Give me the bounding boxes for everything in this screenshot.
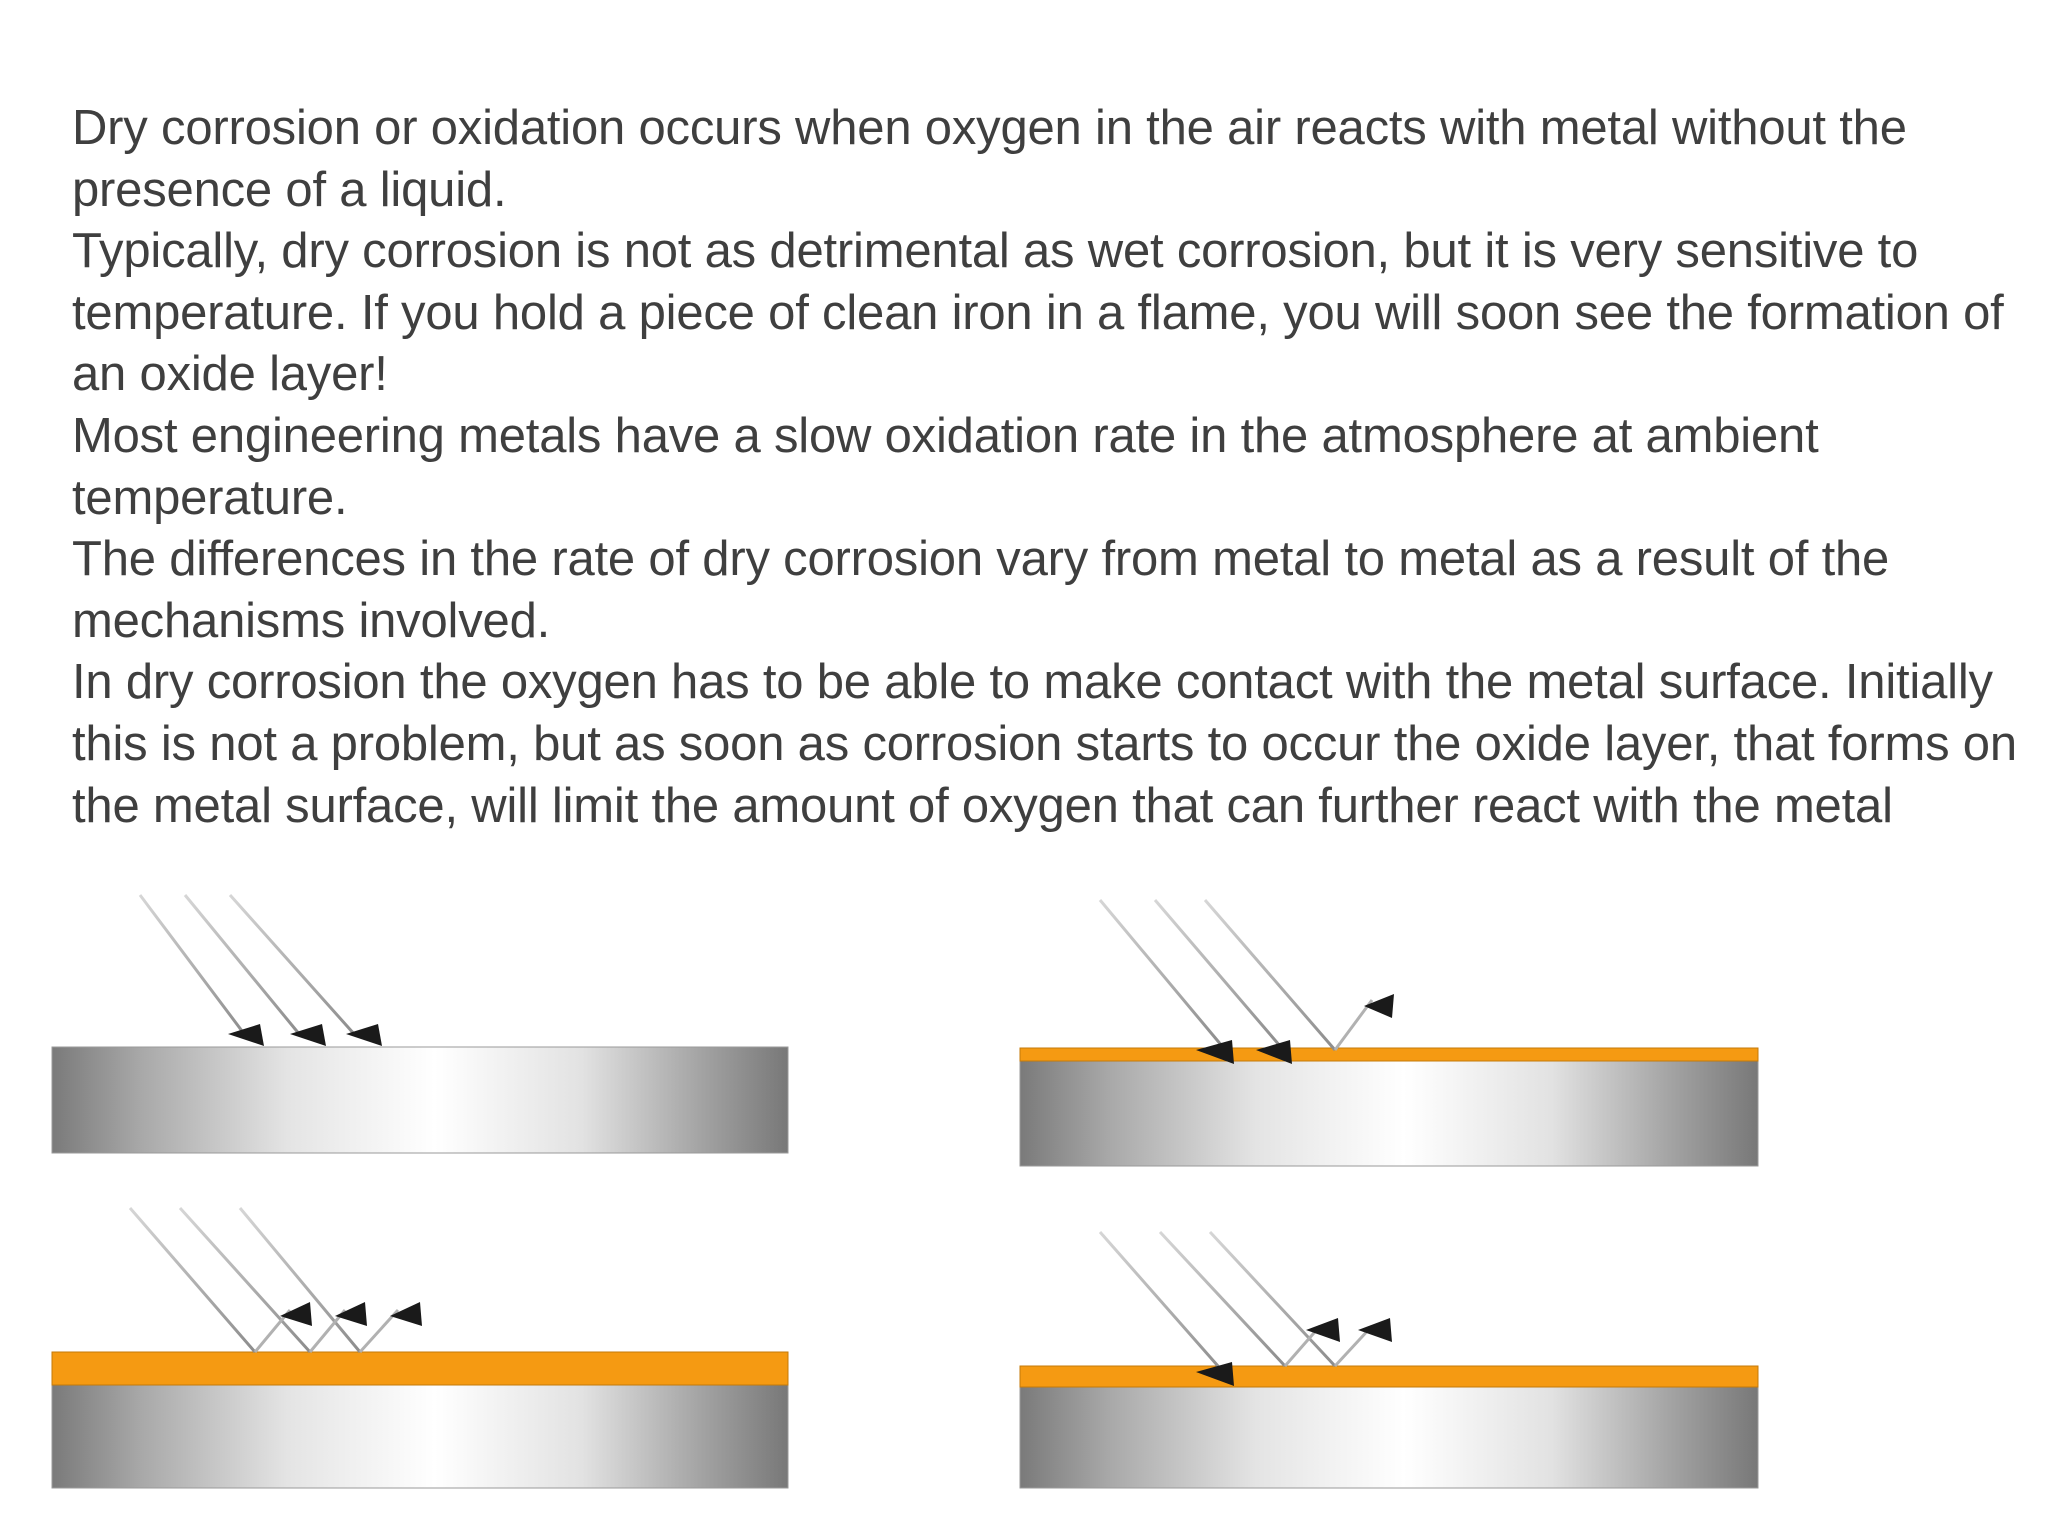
- paragraph-temperature-sensitivity: Typically, dry corrosion is not as detrimental as wet corrosion, but it is very sensitive to temperature. If you hold a piece of clean iron in a flame, you will soon see the formation of an oxide layer!: [72, 224, 2004, 402]
- arrowheads: [228, 1024, 382, 1046]
- oxygen-rays: [1100, 1232, 1372, 1374]
- arrowheads: [280, 1302, 422, 1326]
- metal-plate: [52, 1047, 788, 1153]
- panel-bare-metal: [52, 895, 788, 1153]
- paragraph-oxide-barrier: In dry corrosion the oxygen has to be able to make contact with the metal surface. Initially this is not a problem, but as soon as corrosion starts to occur the oxide layer, that forms on the metal surface, will limit the amount of oxygen that can further react with the metal: [72, 655, 2017, 833]
- metal-plate: [52, 1384, 788, 1488]
- paragraph-rate-differences: The differences in the rate of dry corrosion vary from metal to metal as a result of the mechanisms involved.: [72, 532, 1890, 648]
- oxide-layer: [1020, 1048, 1758, 1061]
- metal-plate: [1020, 1386, 1758, 1488]
- panel-oxide-barrier: [1020, 1232, 1758, 1488]
- paragraph-oxidation-rate: Most engineering metals have a slow oxidation rate in the atmosphere at ambient temperature.: [72, 408, 1819, 525]
- oxygen-rays: [130, 1208, 398, 1352]
- oxide-layer: [52, 1352, 788, 1385]
- panel-thick-oxide: [52, 1208, 788, 1488]
- oxygen-rays: [1100, 900, 1372, 1050]
- panel-thin-oxide: [1020, 900, 1758, 1166]
- metal-plate: [1020, 1060, 1758, 1166]
- oxygen-rays: [140, 895, 355, 1035]
- oxide-layer: [1020, 1366, 1758, 1387]
- paragraph-dry-corrosion-definition: Dry corrosion or oxidation occurs when oxygen in the air reacts with metal without the presence of a liquid.: [72, 101, 1907, 217]
